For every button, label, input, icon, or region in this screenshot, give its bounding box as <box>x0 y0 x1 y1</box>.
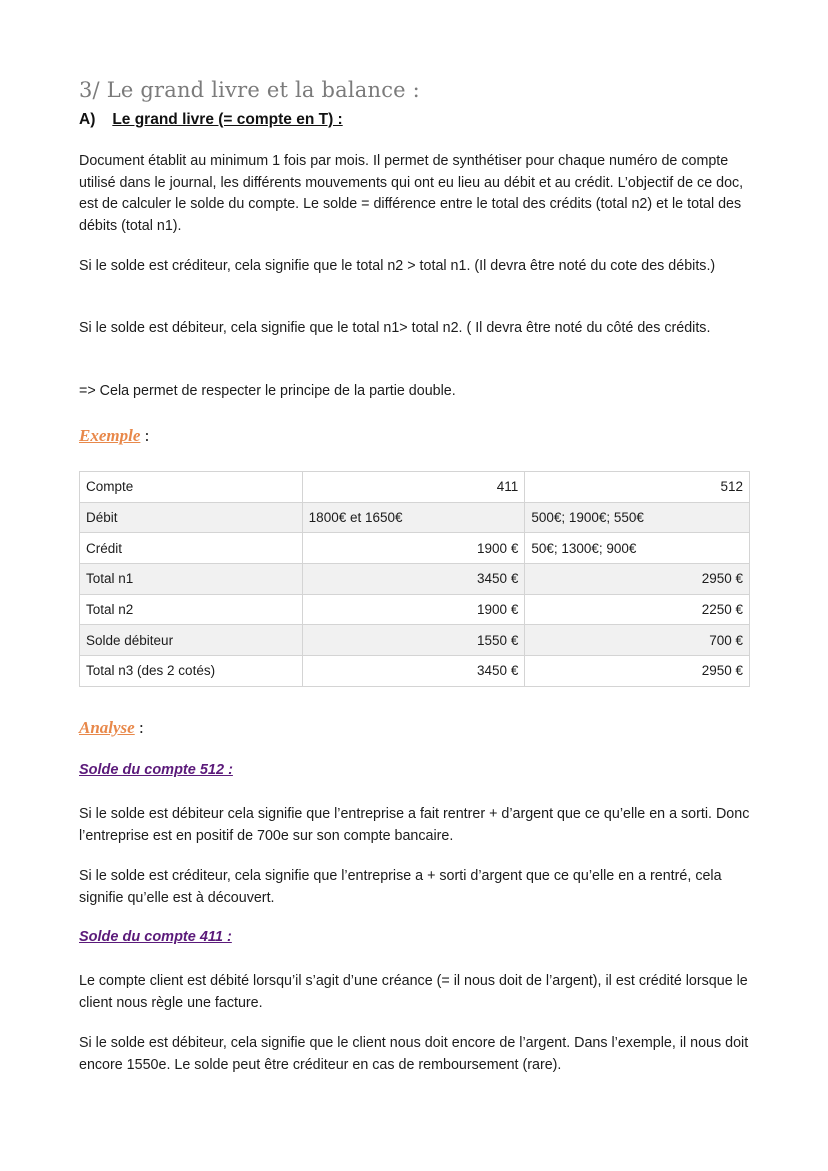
account-512-cell: 500€; 1900€; 550€ <box>525 502 750 533</box>
row-label-cell: Solde débiteur <box>80 625 303 656</box>
row-label-cell: Crédit <box>80 533 303 564</box>
intro-paragraph-2: Si le solde est créditeur, cela signifie que le total n2 > total n1. (Il devra être noté du cote des débits.) <box>79 258 716 274</box>
page-title: 3/ Le grand livre et la balance : <box>79 78 420 102</box>
solde-512-paragraph-2: Si le solde est créditeur, cela signifie que l’entreprise a + sorti d’argent que ce qu’elle en a rentré, cela signifie qu’elle est à découvert. <box>79 868 722 906</box>
solde-411-paragraph-1: Le compte client est débité lorsqu’il s’agit d’une créance (= il nous doit de l’argent), il est crédité lorsque le client nous règle une facture. <box>79 973 748 1011</box>
example-colon: : <box>140 426 150 445</box>
account-411-cell: 3450 € <box>302 564 525 595</box>
section-subtitle <box>79 111 343 129</box>
intro-paragraph-4: => Cela permet de respecter le principe de la partie double. <box>79 383 456 399</box>
intro-paragraph-1: Document établit au minimum 1 fois par mois. Il permet de synthétiser pour chaque numéro de compte utilisé dans le journal, les différents mouvements qui ont eu lieu au débit et au crédit. L’objectif de ce doc, est de calculer le solde du compte. Le solde = différence entre le total des crédits (total n2) et le total des débits (total n1). <box>79 153 744 234</box>
row-label-cell: Compte <box>80 472 303 503</box>
example-label: Exemple <box>79 426 141 445</box>
account-411-cell: 3450 € <box>302 656 525 687</box>
analysis-label: Analyse <box>79 718 135 737</box>
table-row <box>80 594 750 625</box>
solde-411-title: Solde du compte 411 : <box>79 929 232 945</box>
account-411-cell: 1900 € <box>302 533 525 564</box>
table-row <box>80 533 750 564</box>
table-row <box>80 472 750 503</box>
table-row <box>80 502 750 533</box>
row-label-cell: Débit <box>80 502 303 533</box>
table-row <box>80 625 750 656</box>
ledger-table <box>79 471 750 687</box>
solde-512-title: Solde du compte 512 : <box>79 762 233 778</box>
account-411-cell: 411 <box>302 472 525 503</box>
row-label-cell: Total n1 <box>80 564 303 595</box>
subtitle-letter: A) <box>79 111 96 128</box>
example-heading <box>79 426 149 446</box>
account-512-cell: 50€; 1300€; 900€ <box>525 533 750 564</box>
table-row <box>80 656 750 687</box>
row-label-cell: Total n3 (des 2 cotés) <box>80 656 303 687</box>
account-512-cell: 2250 € <box>525 594 750 625</box>
analysis-colon: : <box>134 718 144 737</box>
table-row <box>80 564 750 595</box>
solde-512-paragraph-1: Si le solde est débiteur cela signifie que l’entreprise a fait rentrer + d’argent que ce qu’elle en a sorti. Donc l’entreprise est en positif de 700e sur son compte bancaire. <box>79 806 750 844</box>
intro-paragraph-3: Si le solde est débiteur, cela signifie que le total n1> total n2. ( Il devra être noté du côté des crédits. <box>79 320 711 336</box>
account-512-cell: 2950 € <box>525 564 750 595</box>
account-512-cell: 512 <box>525 472 750 503</box>
analysis-heading <box>79 718 144 738</box>
account-411-cell: 1900 € <box>302 594 525 625</box>
account-512-cell: 2950 € <box>525 656 750 687</box>
account-411-cell: 1800€ et 1650€ <box>302 502 525 533</box>
row-label-cell: Total n2 <box>80 594 303 625</box>
subtitle-text: Le grand livre (= compte en T) : <box>112 111 343 128</box>
account-512-cell: 700 € <box>525 625 750 656</box>
solde-411-paragraph-2: Si le solde est débiteur, cela signifie que le client nous doit encore de l’argent. Dans l’exemple, il nous doit encore 1550e. Le solde peut être créditeur en cas de remboursement (rare). <box>79 1035 749 1073</box>
account-411-cell: 1550 € <box>302 625 525 656</box>
